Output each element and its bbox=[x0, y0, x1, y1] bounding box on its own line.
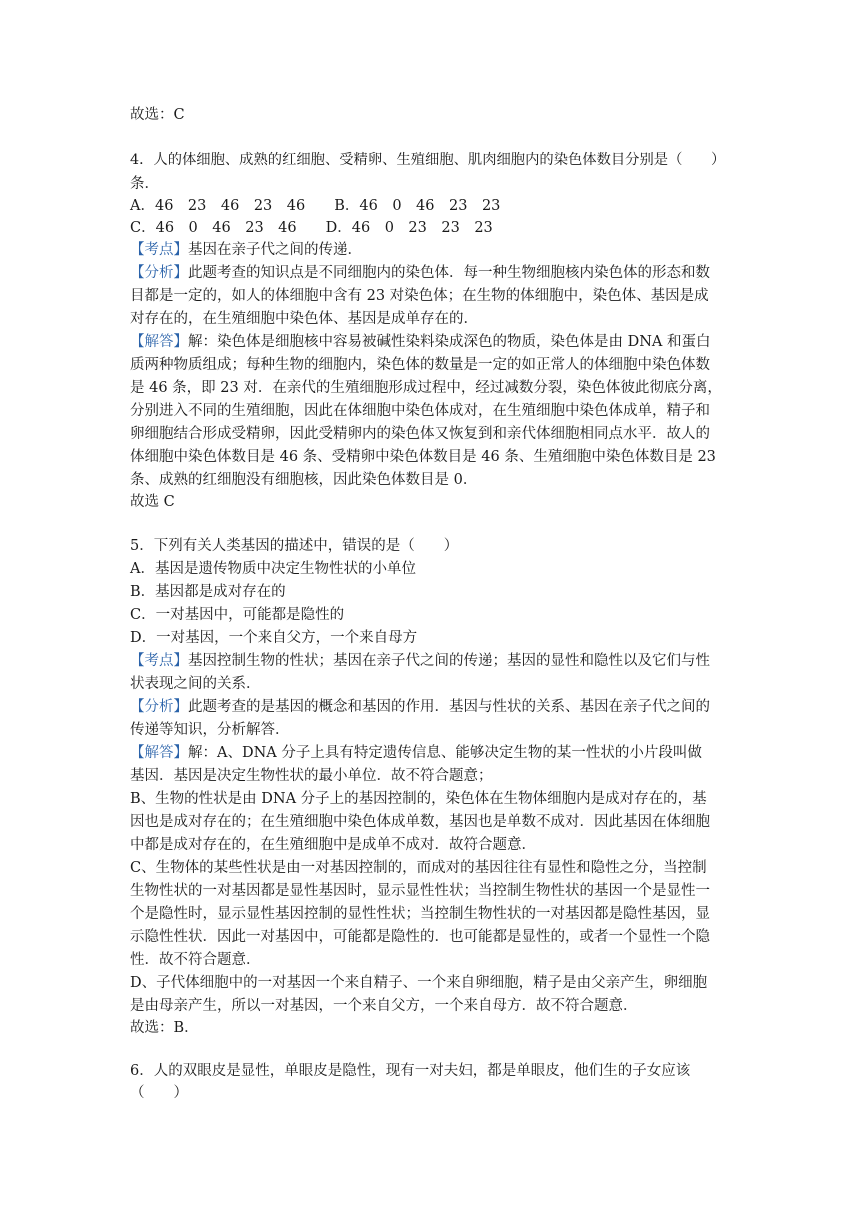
q4-jieda bbox=[130, 332, 711, 352]
q5-option-b: B．基因都是成对存在的 bbox=[130, 584, 286, 600]
q5-kaodian bbox=[130, 651, 710, 671]
kaodian-text: 基因在亲子代之间的传递． bbox=[188, 242, 362, 258]
q4-stem-line-2: 条． bbox=[130, 176, 159, 192]
q5-jieda bbox=[130, 743, 702, 763]
jieda-text: 解：A、DNA 分子上具有特定遗传信息、能够决定生物的某一性状的小片段叫做 bbox=[188, 745, 702, 761]
q5-jieda-line-2: 基因．基因是决定生物性状的最小单位．故不符合题意； bbox=[130, 768, 493, 784]
fenxi-text: 此题考查的是基因的概念和基因的作用．基因与性状的关系、基因在亲子代之间的 bbox=[188, 699, 710, 715]
q5-jieda-line-5: 中都是成对存在的，在生殖细胞中是成单不成对．故符合题意． bbox=[130, 837, 536, 853]
q4-jieda-line-7: 条、成熟的红细胞没有细胞核，因此染色体数目是 0． bbox=[130, 472, 478, 488]
q5-stem: 5．下列有关人类基因的描述中，错误的是（ ） bbox=[130, 538, 459, 554]
jieda-text: 解：染色体是细胞核中容易被碱性染料染成深色的物质，染色体是由 DNA 和蛋白 bbox=[188, 334, 711, 350]
kaodian-tag: 【考点】 bbox=[130, 242, 188, 258]
q5-jieda-line-12: 是由母亲产生，所以一对基因，一个来自父方，一个来自母方．故不符合题意． bbox=[130, 998, 638, 1014]
q4-fenxi bbox=[130, 263, 710, 283]
q4-jieda-line-5: 卵细胞结合形成受精卵，因此受精卵内的染色体又恢复到和亲代体细胞相同点水平．故人的 bbox=[130, 426, 710, 442]
q4-jieda-line-4: 分别进入不同的生殖细胞，因此在体细胞中染色体成对，在生殖细胞中染色体成单，精子和 bbox=[130, 403, 710, 419]
q5-kaodian-line-2: 状表现之间的关系． bbox=[130, 676, 261, 692]
q5-jieda-line-3: B、生物的性状是由 DNA 分子上的基因控制的，染色体在生物体细胞内是成对存在的，基 bbox=[130, 791, 707, 807]
previous-answer: 故选：C bbox=[130, 107, 185, 123]
q5-fenxi-line-2: 传递等知识，分析解答． bbox=[130, 722, 290, 738]
q4-jieda-line-3: 是 46 条，即 23 对．在亲代的生殖细胞形成过程中，经过减数分裂，染色体彼此彻底分离， bbox=[130, 380, 722, 396]
q5-option-d: D．一对基因，一个来自父方，一个来自母方 bbox=[130, 630, 418, 646]
q5-fenxi bbox=[130, 697, 710, 717]
q4-stem-line-1: 4．人的体细胞、成熟的红细胞、受精卵、生殖细胞、肌肉细胞内的染色体数目分别是（ ） bbox=[130, 152, 726, 168]
q5-jieda-line-6: C、生物体的某些性状是由一对基因控制的，而成对的基因往往有显性和隐性之分，当控制 bbox=[130, 860, 707, 876]
jieda-tag: 【解答】 bbox=[130, 745, 188, 761]
q5-jieda-line-10: 性．故不符合题意． bbox=[130, 952, 261, 968]
q6-stem-line-2: （ ） bbox=[130, 1085, 188, 1101]
jieda-tag: 【解答】 bbox=[130, 334, 188, 350]
q4-options-row-2: C．46 0 46 23 46 D．46 0 23 23 23 bbox=[130, 220, 493, 236]
q5-option-a: A．基因是遗传物质中决定生物性状的小单位 bbox=[130, 561, 416, 577]
q4-options-row-1: A．46 23 46 23 46 B．46 0 46 23 23 bbox=[130, 198, 501, 214]
q5-jieda-line-9: 示隐性性状．因此一对基因中，可能都是隐性的．也可能都是显性的，或者一个显性一个隐 bbox=[130, 929, 710, 945]
q5-jieda-line-7: 生物性状的一对基因都是显性基因时，显示显性性状；当控制生物性状的基因一个是显性一 bbox=[130, 883, 710, 899]
q5-option-c: C．一对基因中，可能都是隐性的 bbox=[130, 607, 345, 623]
q5-answer: 故选：B． bbox=[130, 1020, 199, 1036]
q4-jieda-line-6: 体细胞中染色体数目是 46 条、受精卵中染色体数目是 46 条、生殖细胞中染色体数目是 23 bbox=[130, 449, 716, 465]
q4-fenxi-line-2: 目都是一定的，如人的体细胞中含有 23 对染色体；在生物的体细胞中，染色体、基因是成 bbox=[130, 288, 709, 304]
fenxi-text: 此题考查的知识点是不同细胞内的染色体．每一种生物细胞核内染色体的形态和数 bbox=[188, 265, 710, 281]
kaodian-text: 基因控制生物的性状；基因在亲子代之间的传递；基因的显性和隐性以及它们与性 bbox=[188, 653, 710, 669]
q4-fenxi-line-3: 对存在的，在生殖细胞中染色体、基因是成单存在的． bbox=[130, 311, 478, 327]
q4-answer: 故选 C bbox=[130, 494, 175, 510]
q5-jieda-line-8: 个是隐性时，显示显性基因控制的显性性状；当控制生物性状的一对基因都是隐性基因，显 bbox=[130, 906, 710, 922]
q5-jieda-line-11: D、子代体细胞中的一对基因一个来自精子、一个来自卵细胞，精子是由父亲产生，卵细胞 bbox=[130, 975, 708, 991]
kaodian-tag: 【考点】 bbox=[130, 653, 188, 669]
q6-stem-line-1: 6．人的双眼皮是显性，单眼皮是隐性，现有一对夫妇，都是单眼皮，他们生的子女应该 bbox=[130, 1063, 691, 1079]
q4-jieda-line-2: 质两种物质组成；每种生物的细胞内，染色体的数量是一定的如正常人的体细胞中染色体数 bbox=[130, 357, 710, 373]
fenxi-tag: 【分析】 bbox=[130, 265, 188, 281]
q5-jieda-line-4: 因也是成对存在的；在生殖细胞中染色体成单数，基因也是单数不成对．因此基因在体细胞 bbox=[130, 814, 710, 830]
fenxi-tag: 【分析】 bbox=[130, 699, 188, 715]
q4-kaodian bbox=[130, 240, 362, 260]
